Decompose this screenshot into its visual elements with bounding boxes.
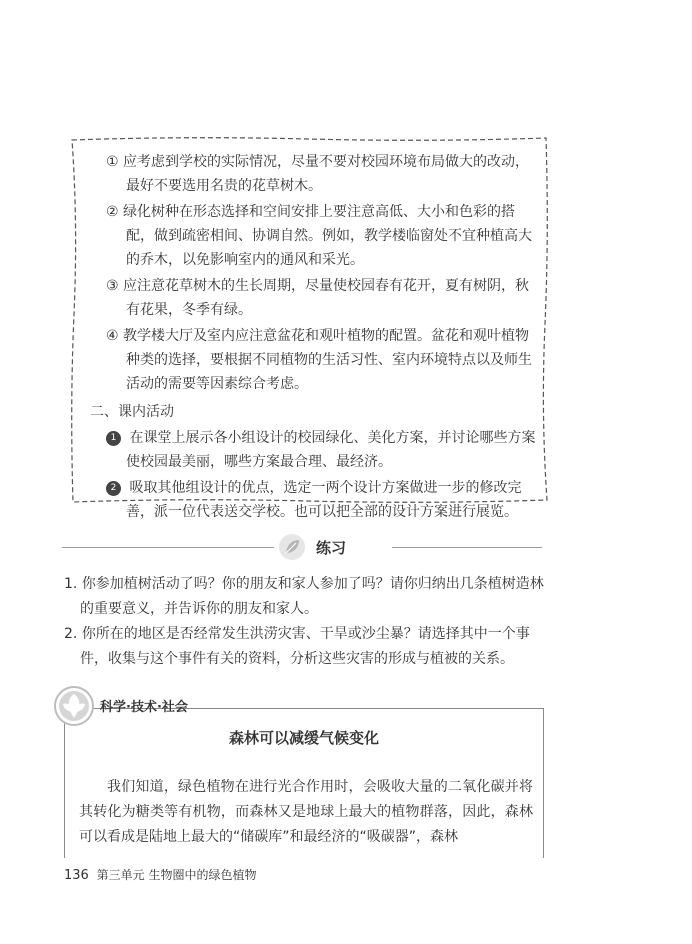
exercise-item [64, 572, 544, 622]
item-text: 教学楼大厅及室内应注意盆花和观叶植物的配置。盆花和观叶植物种类的选择，要根据不同植物的生活习性、室内环境特点以及师生活动的需要等因素综合考虑。 [123, 328, 532, 392]
item-number: ③ [106, 278, 119, 294]
guideline-item [82, 274, 542, 322]
activity-text: 在课堂上展示各小组设计的校园绿化、美化方案，并讨论哪些方案使校园最美丽，哪些方案最合理、最经济。 [126, 430, 536, 470]
item-text: 应考虑到学校的实际情况，尽量不要对校园环境布局做大的改动，最好不要选用名贵的花草树木。 [123, 154, 530, 194]
leaf-icon [278, 533, 306, 561]
exercise-list [64, 572, 544, 672]
exercise-number: 2. [64, 626, 78, 642]
item-text: 应注意花草树木的生长周期，尽量使校园春有花开，夏有树阴，秋有花果，冬季有绿。 [123, 278, 530, 318]
section-subheading: 二、课内活动 [90, 404, 174, 420]
activity-box [68, 134, 550, 520]
unit-label: 第三单元 [96, 868, 145, 882]
activity-number-badge: 2 [106, 481, 121, 496]
page-footer [64, 866, 257, 883]
sts-body: 我们知道，绿色植物在进行光合作用时，会吸收大量的二氧化碳并将其转化为糖类等有机物，而森林又是地球上最大的植物群落，因此，森林可以看成是陆地上最大的“储碳库”和最经济的“吸碳器”，森林 [79, 779, 533, 845]
practice-title: 练习 [316, 539, 347, 557]
activity-item [82, 476, 542, 524]
sts-header [54, 686, 294, 728]
exercise-text: 你参加植树活动了吗？你的朋友和家人参加了吗？请你归纳出几条植树造林的重要意义，并告诉你的朋友和家人。 [80, 576, 544, 617]
sts-label: 科学·技术·社会 [100, 700, 188, 715]
page-number: 136 [64, 868, 89, 883]
divider-line-left [62, 547, 274, 548]
exercise-number: 1. [64, 576, 78, 592]
guideline-item [82, 150, 542, 198]
activity-text: 吸取其他组设计的优点，选定一两个设计方案做进一步的修改完善，派一位代表送交学校。也可以把全部的设计方案进行展览。 [126, 480, 522, 520]
exercise-text: 你所在的地区是否经常发生洪涝灾害、干旱或沙尘暴？请选择其中一个事件，收集与这个事件有关的资料，分析这些灾害的形成与植被的关系。 [80, 626, 530, 667]
item-number: ② [106, 204, 119, 220]
item-number: ① [106, 154, 119, 170]
activity-item [82, 426, 542, 474]
exercise-item [64, 622, 544, 672]
item-text: 绿化树种在形态选择和空间安排上要注意高低、大小和色彩的搭配，做到疏密相间、协调自然。例如，教学楼临窗处不宜种植高大的乔木，以免影响室内的通风和采光。 [123, 204, 532, 268]
guideline-item [82, 200, 542, 272]
guideline-item [82, 324, 542, 396]
item-number: ④ [106, 328, 119, 344]
activity-number-badge: 1 [106, 431, 121, 446]
sts-box [64, 708, 544, 858]
divider-line-right [392, 547, 542, 548]
practice-divider [62, 533, 542, 563]
sts-title: 森林可以减缓气候变化 [228, 729, 379, 747]
sts-emblem-icon [54, 686, 94, 726]
box-content [82, 150, 542, 526]
chapter-label: 生物圈中的绿色植物 [148, 868, 257, 882]
